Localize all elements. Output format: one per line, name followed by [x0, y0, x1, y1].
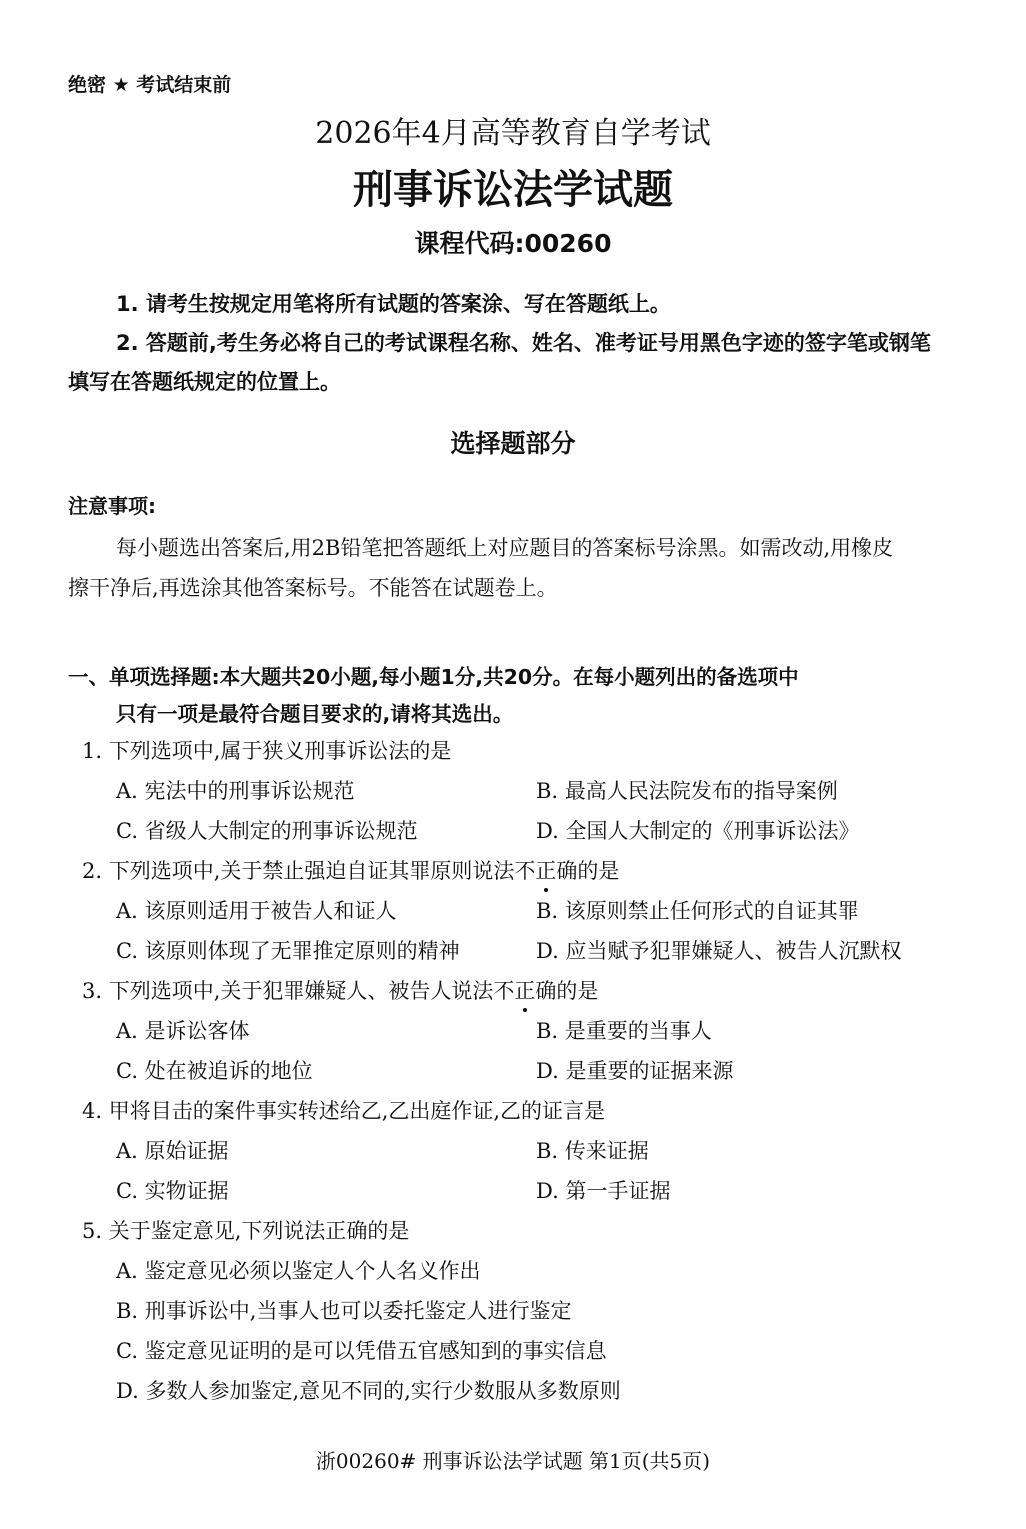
question-3-option-b: B. 是重要的当事人: [536, 1019, 712, 1043]
question-2-option-c: C. 该原则体现了无罪推定原则的精神: [116, 939, 460, 963]
question-4-option-a: A. 原始证据: [116, 1139, 229, 1163]
confidential-mark: 绝密 ★ 考试结束前: [68, 74, 232, 96]
notes-text-line1: 每小题选出答案后,用2B铅笔把答题纸上对应题目的答案标号涂黑。如需改动,用橡皮: [116, 536, 894, 560]
section-title: 选择题部分: [450, 429, 576, 458]
question-3-option-a: A. 是诉讼客体: [116, 1019, 250, 1043]
instruction-2-line1: 2. 答题前,考生务必将自己的考试课程名称、姓名、准考证号用黑色字迹的签字笔或钢笔: [116, 331, 931, 355]
question-4-stem: 4. 甲将目击的案件事实转述给乙,乙出庭作证,乙的证言是: [82, 1099, 606, 1123]
question-2-stem: 2. 下列选项中,关于禁止强迫自证其罪原则说法不正确的是: [82, 855, 619, 885]
question-1-option-d: D. 全国人大制定的《刑事诉讼法》: [536, 819, 860, 843]
question-4-option-b: B. 传来证据: [536, 1139, 649, 1163]
course-code: 课程代码:00260: [414, 229, 612, 258]
emphasis-not-correct: 不正确: [514, 855, 577, 885]
question-2-option-b: B. 该原则禁止任何形式的自证其罪: [536, 899, 859, 923]
question-2-option-d: D. 应当赋予犯罪嫌疑人、被告人沉默权: [536, 939, 902, 963]
question-1-option-b: B. 最高人民法院发布的指导案例: [536, 779, 838, 803]
emphasis-not-correct: 不正确: [493, 975, 556, 1005]
question-5-option-a: A. 鉴定意见必须以鉴定人个人名义作出: [116, 1259, 481, 1283]
question-4-option-d: D. 第一手证据: [536, 1179, 671, 1203]
question-5-stem: 5. 关于鉴定意见,下列说法正确的是: [82, 1219, 410, 1243]
question-2-option-a: A. 该原则适用于被告人和证人: [116, 899, 397, 923]
instruction-2-line2: 填写在答题纸规定的位置上。: [68, 370, 341, 394]
question-4-option-c: C. 实物证据: [116, 1179, 229, 1203]
notes-text-line2: 擦干净后,再选涂其他答案标号。不能答在试题卷上。: [68, 576, 558, 600]
question-1-option-c: C. 省级人大制定的刑事诉讼规范: [116, 819, 418, 843]
question-1-stem: 1. 下列选项中,属于狭义刑事诉讼法的是: [82, 739, 452, 763]
part-heading-line1: 一、单项选择题:本大题共20小题,每小题1分,共20分。在每小题列出的备选项中: [68, 665, 799, 689]
question-5-option-c: C. 鉴定意见证明的是可以凭借五官感知到的事实信息: [116, 1339, 607, 1363]
instruction-1: 1. 请考生按规定用笔将所有试题的答案涂、写在答题纸上。: [116, 292, 671, 316]
subject-title: 刑事诉讼法学试题: [353, 167, 673, 213]
question-3-option-d: D. 是重要的证据来源: [536, 1059, 734, 1083]
question-5-option-d: D. 多数人参加鉴定,意见不同的,实行少数服从多数原则: [116, 1379, 621, 1403]
question-3-option-c: C. 处在被追诉的地位: [116, 1059, 313, 1083]
question-1-option-a: A. 宪法中的刑事诉讼规范: [116, 779, 355, 803]
notes-label: 注意事项:: [68, 494, 156, 518]
exam-title: 2026年4月高等教育自学考试: [315, 116, 711, 151]
page-footer: 浙00260# 刑事诉讼法学试题 第1页(共5页): [315, 1449, 711, 1473]
question-3-stem: 3. 下列选项中,关于犯罪嫌疑人、被告人说法不正确的是: [82, 975, 598, 1005]
part-heading-line2: 只有一项是最符合题目要求的,请将其选出。: [116, 702, 514, 726]
question-5-option-b: B. 刑事诉讼中,当事人也可以委托鉴定人进行鉴定: [116, 1299, 572, 1323]
